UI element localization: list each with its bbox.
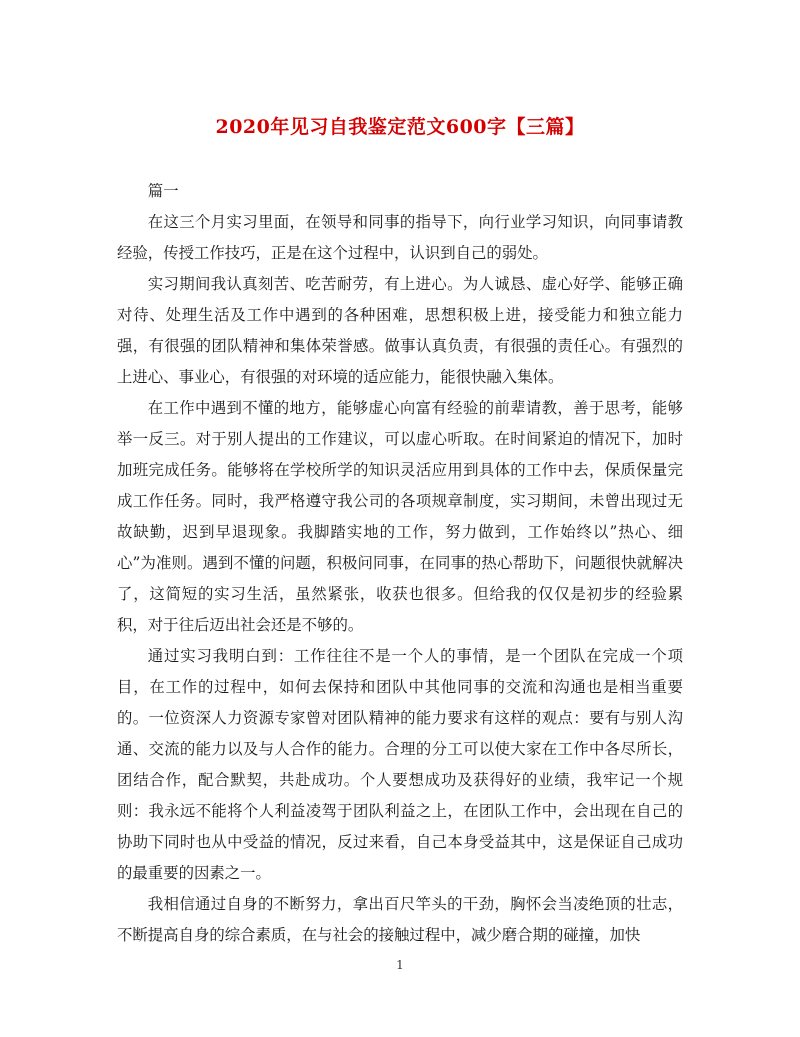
paragraph: 我相信通过自身的不断努力，拿出百尺竿头的干劲，胸怀会当凌绝顶的壮志，不断提高自身的综合素质，在与社会的接触过程中，减少磨合期的碰撞，加快 <box>117 895 683 944</box>
paragraph: 实习期间我认真刻苦、吃苦耐劳，有上进心。为人诚恳、虚心好学、能够正确对待、处理生活及工作中遇到的各种困难，思想积极上进，接受能力和独立能力强，有很强的团队精神和集体荣誉感。做事认真负责，有很强的责任心。有强烈的上进心、事业心，有很强的对环境的适应能力，能很快融入集体。 <box>117 275 683 386</box>
paragraph: 在这三个月实习里面，在领导和同事的指导下，向行业学习知识，向同事请教经验，传授工作技巧，正是在这个过程中，认识到自己的弱处。 <box>117 213 683 262</box>
page-number: 1 <box>396 958 404 972</box>
document-title: 2020年见习自我鉴定范文600字【三篇】 <box>215 116 585 138</box>
section-label: 篇一 <box>147 182 179 200</box>
paragraph: 在工作中遇到不懂的地方，能够虚心向富有经验的前辈请教，善于思考，能够举一反三。对于别人提出的工作建议，可以虚心听取。在时间紧迫的情况下，加时加班完成任务。能够将在学校所学的知识灵活应用到具体的工作中去，保质保量完成工作任务。同时，我严格遵守我公司的各项规章制度，实习期间，未曾出现过无故缺勤，迟到早退现象。我脚踏实地的工作，努力做到，工作始终以”热心、细心”为准则。遇到不懂的问题，积极问同事，在同事的热心帮助下，问题很快就解决了，这简短的实习生活，虽然紧张，收获也很多。但给我的仅仅是初步的经验累积，对于往后迈出社会还是不够的。 <box>117 399 683 634</box>
document-body <box>117 176 683 951</box>
paragraph: 通过实习我明白到：工作往往不是一个人的事情，是一个团队在完成一个项目，在工作的过程中，如何去保持和团队中其他同事的交流和沟通也是相当重要的。一位资深人力资源专家曾对团队精神的能力要求有这样的观点：要有与别人沟通、交流的能力以及与人合作的能力。合理的分工可以使大家在工作中各尽所长，团结合作，配合默契，共赴成功。个人要想成功及获得好的业绩，我牢记一个规则：我永远不能将个人利益凌驾于团队利益之上，在团队工作中，会出现在自己的协助下同时也从中受益的情况，反过来看，自己本身受益其中，这是保证自己成功的最重要的因素之一。 <box>117 647 683 882</box>
